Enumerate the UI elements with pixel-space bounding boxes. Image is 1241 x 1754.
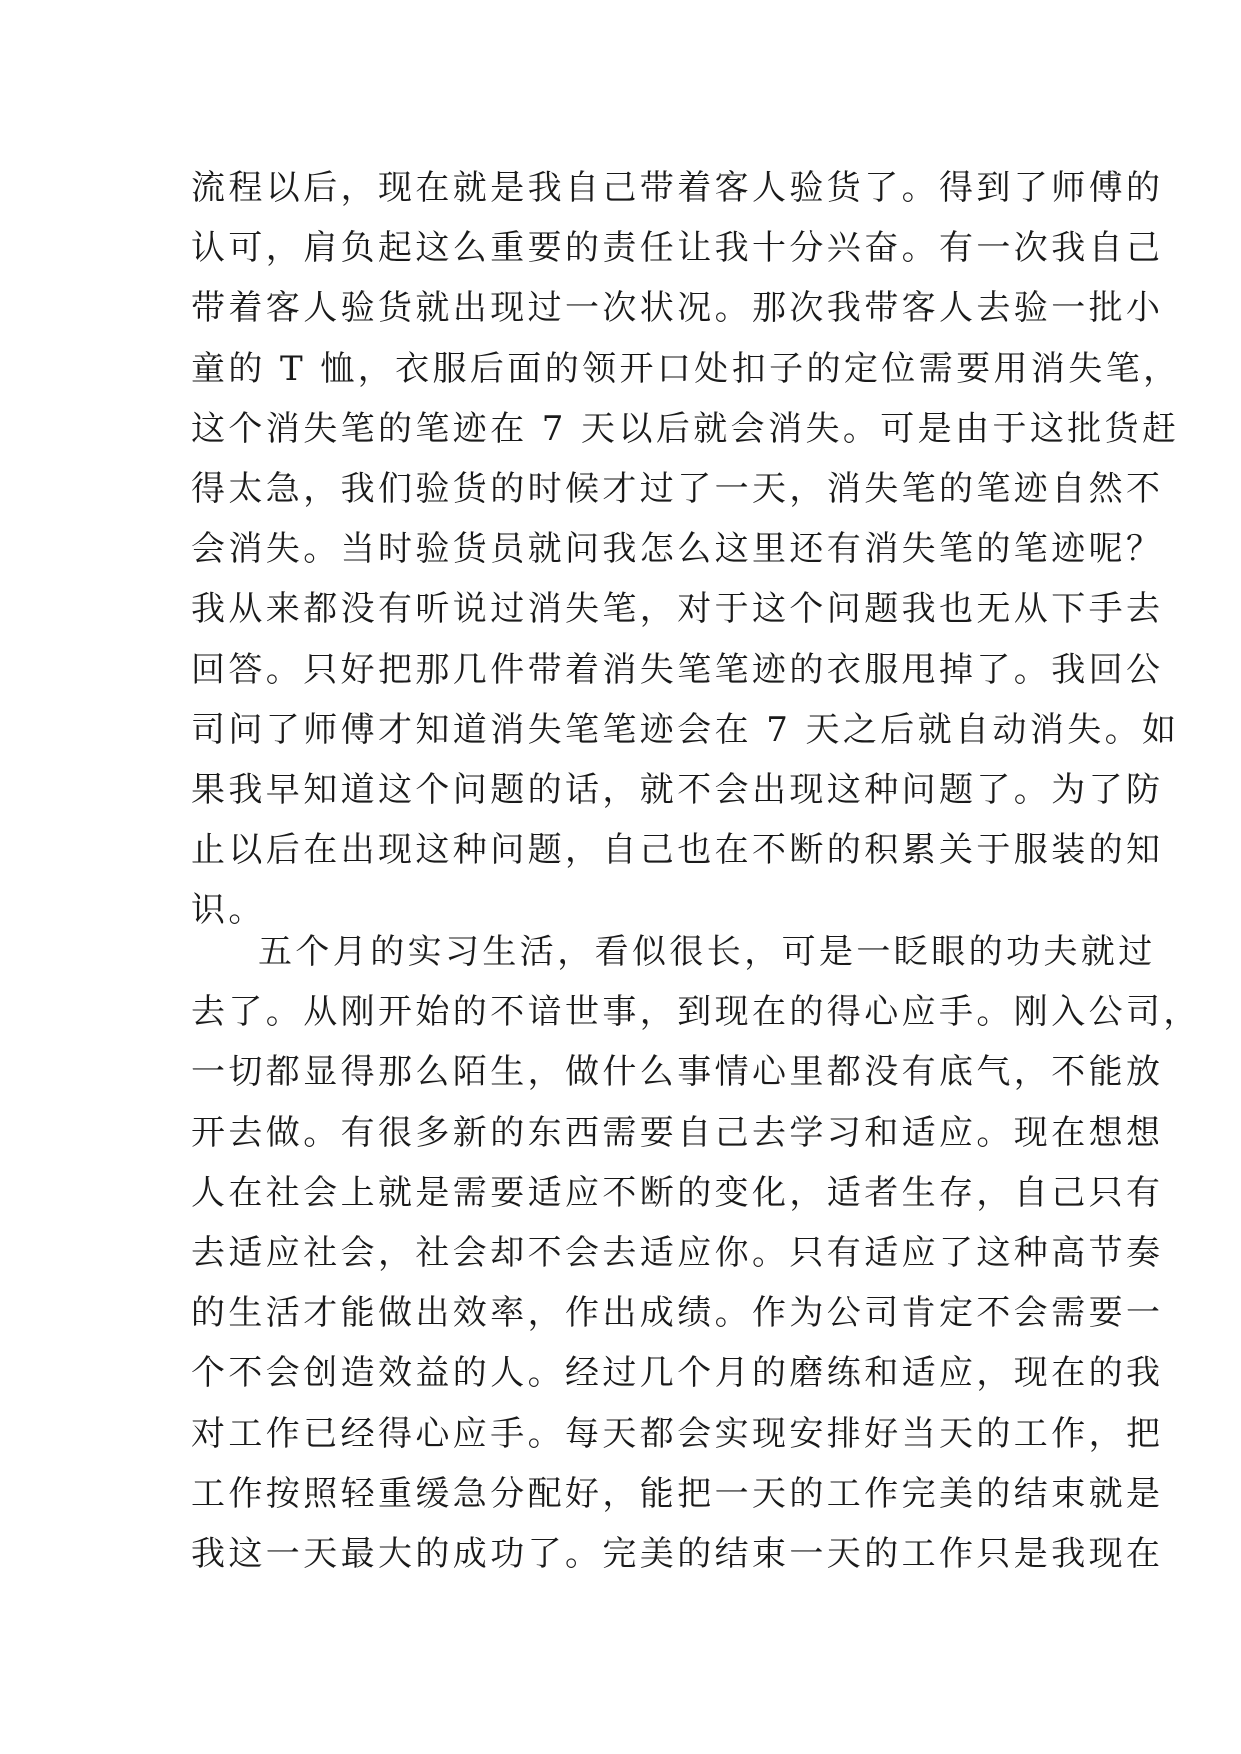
text-line: 这个消失笔的笔迹在 7 天以后就会消失。可是由于这批货赶 (191, 408, 1180, 449)
text-line: 回答。只好把那几件带着消失笔笔迹的衣服甩掉了。我回公 (191, 649, 1164, 690)
text-line: 一切都显得那么陌生，做什么事情心里都没有底气，不能放 (191, 1052, 1164, 1093)
text-line: 得太急，我们验货的时候才过了一天，消失笔的笔迹自然不 (191, 468, 1164, 509)
text-line: 工作按照轻重缓急分配好，能把一天的工作完美的结束就是 (191, 1473, 1164, 1514)
text-line: 我这一天最大的成功了。完美的结束一天的工作只是我现在 (191, 1533, 1164, 1574)
text-line: 流程以后，现在就是我自己带着客人验货了。得到了师傅的 (191, 168, 1164, 208)
paragraph-internship-reflection (191, 922, 1201, 1584)
paragraph-continuation (191, 158, 1181, 940)
text-line: 人在社会上就是需要适应不断的变化，适者生存，自己只有 (191, 1172, 1164, 1213)
text-line: 果我早知道这个问题的话，就不会出现这种问题了。为了防 (191, 769, 1164, 810)
text-line: 对工作已经得心应手。每天都会实现安排好当天的工作，把 (191, 1413, 1164, 1454)
text-line: 开去做。有很多新的东西需要自己去学习和适应。现在想想 (191, 1112, 1164, 1153)
text-line: 个不会创造效益的人。经过几个月的磨练和适应，现在的我 (191, 1353, 1164, 1394)
text-line: 去适应社会，社会却不会去适应你。只有适应了这种高节奏 (191, 1232, 1164, 1273)
text-line: 止以后在出现这种问题，自己也在不断的积累关于服装的知 (191, 830, 1164, 871)
text-line: 司问了师傅才知道消失笔笔迹会在 7 天之后就自动消失。如 (191, 709, 1180, 750)
text-line: 认可，肩负起这么重要的责任让我十分兴奋。有一次我自己 (191, 228, 1164, 269)
text-line: 去了。从刚开始的不谙世事，到现在的得心应手。刚入公司， (191, 992, 1201, 1033)
text-line: 童的 T 恤，衣服后面的领开口处扣子的定位需要用消失笔， (191, 348, 1181, 389)
text-line: 会消失。当时验货员就问我怎么这里还有消失笔的笔迹呢？ (191, 529, 1164, 570)
text-line: 带着客人验货就出现过一次状况。那次我带客人去验一批小 (191, 288, 1164, 329)
text-line-first: 五个月的实习生活，看似很长，可是一眨眼的功夫就过 (258, 932, 1156, 972)
text-line: 识。 (191, 890, 266, 931)
text-line: 的生活才能做出效率，作出成绩。作为公司肯定不会需要一 (191, 1293, 1164, 1334)
text-line: 我从来都没有听说过消失笔，对于这个问题我也无从下手去 (191, 589, 1164, 630)
